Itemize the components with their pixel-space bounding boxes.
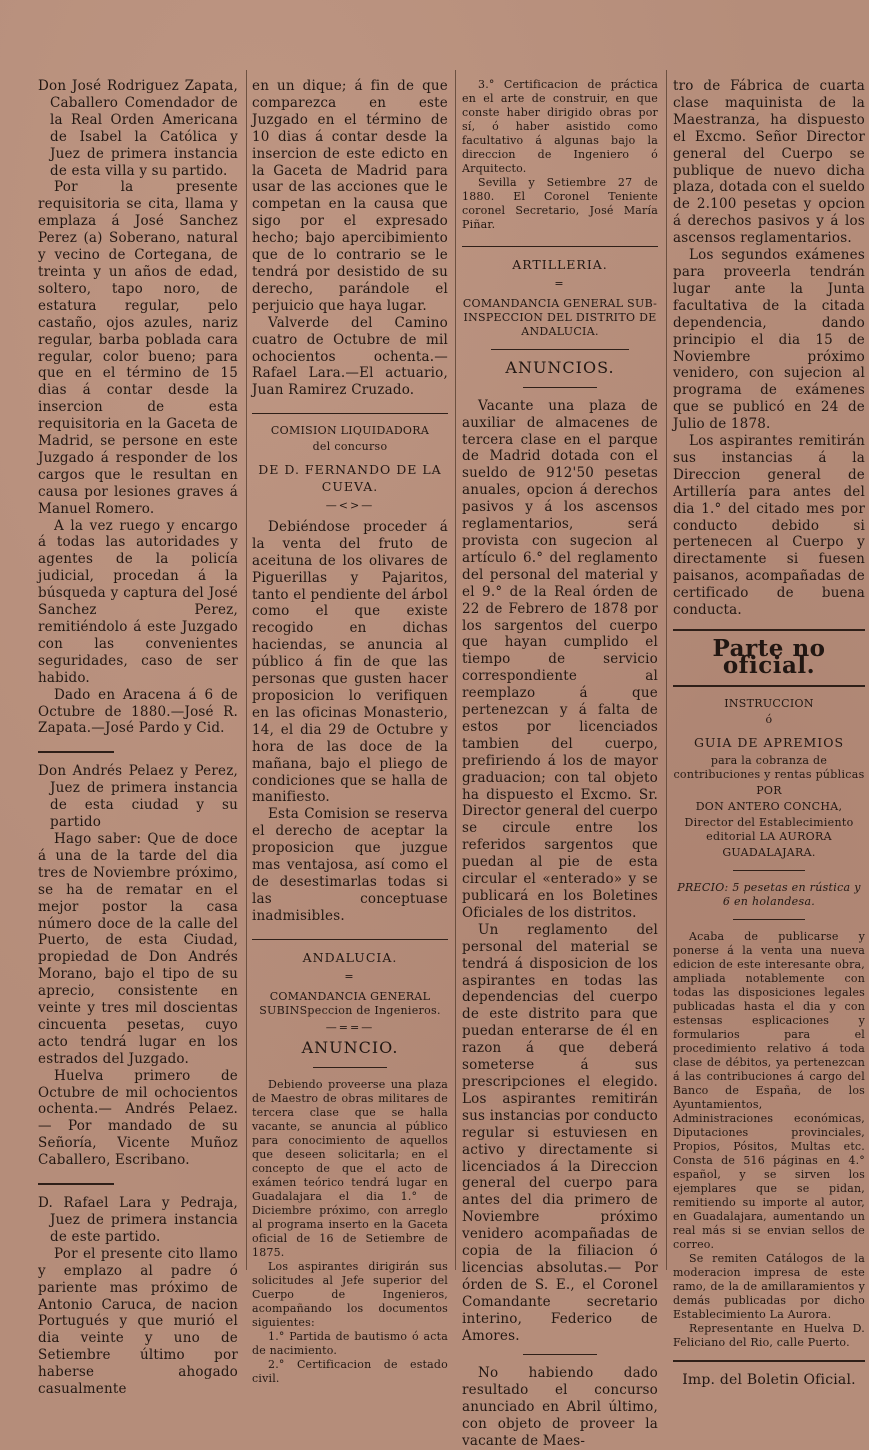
column-divider — [666, 70, 667, 1270]
paragraph: en un dique; á fin de que comparezca en este Juzgado en el término de 10 dias á contar desde la insercion de este edicto en la Gaceta de Madrid para usar de las acciones que le competan en la causa que sigo por el expresado hecho; bajo apercibimiento que de lo contrario se le tendrá por desistido de su derecho, parándole el perjuicio que haya lugar. — [252, 78, 448, 314]
section-subtitle: COMANDANCIA GENERAL SUB-INSPECCION DEL DISTRITO DE ANDALUCIA. — [462, 296, 658, 338]
divider — [523, 387, 597, 388]
paragraph: Vacante una plaza de auxiliar de almacenes de tercera clase en el parque de Madrid dotada con el sueldo de 912'50 pesetas anuales, opcion á derechos pasivos y á los ascensos reglamentarios, será provista con sugecion al artículo 6.° del reglamento del personal del material y el 9.° de la Real órden de 22 de Febrero de 1878 por los sargentos del cuerpo que hayan cumplido el tiempo de servicio correspondiente al reemplazo á que pertenezcan y á falta de estos por licenciados tambien del cuerpo, prefiriendo á los de mayor graduacion; con tal objeto ha dispuesto el Excmo. Sr. Director general del cuerpo se circule entre los referidos sargentos que puedan al pie de esta circular el «enterado» y se publicará en los Boletines Oficiales de los distritos. — [462, 397, 658, 921]
signature: Valverde del Camino cuatro de Octubre de mil ochocientos ochenta.—Rafael Lara.—El actuario, Juan Ramirez Cruzado. — [252, 314, 448, 399]
imprint: Imp. del Boletin Oficial. — [682, 1371, 856, 1388]
paragraph: Representante en Huelva D. Feliciano del Rio, calle Puerto. — [673, 1321, 865, 1349]
divider — [252, 939, 448, 940]
column-3 — [462, 78, 658, 1450]
section-title: ANDALUCIA. — [302, 949, 398, 965]
divider — [252, 413, 448, 414]
paragraph: Hago saber: Que de doce á una de la tarde del dia tres de Noviembre próximo, se ha de rematar en el mejor postor la casa número doce de la calle del Puerto, de esta Ciudad, propiedad de Don Andrés Morano, bajo el tipo de su aprecio, consistente en veinte y tres mil doscientas cincuenta pesetas, cuyo acto tendrá lugar en los estrados del Juzgado. — [38, 830, 238, 1067]
divider — [38, 751, 114, 753]
divider — [38, 1183, 114, 1185]
paragraph: Un reglamento del personal del material se tendrá á disposicion de los aspirantes en todas las dependencias del cuerpo de este distrito para que puedan enterarse de él en razon á que deberá someterse á sus prescripciones el elegido. Los aspirantes remitirán sus instancias por conducto regular si estuviesen en activo y directamente si licenciados á la Direccion general del cuerpo para antes del dia primero de Noviembre próximo venidero acompañadas de copia de la filiacion ó licencias absolutas.— Por órden de S. E., el Coronel Comandante secretario interino, Federico de Amores. — [462, 921, 658, 1344]
guia-apremios-ad — [673, 697, 865, 1350]
ad-author: DON ANTERO CONCHA, — [695, 799, 843, 813]
parte-no-oficial-heading: Parte no oficial. — [712, 635, 826, 679]
list-item: 1.° Partida de bautismo ó acta de nacimiento. — [252, 1330, 448, 1358]
paragraph: No habiendo dado resultado el concurso anunciado en Abril último, con objeto de proveer la vacante de Maes- — [462, 1365, 658, 1450]
section-subtitle: del concurso — [312, 440, 388, 454]
paragraph: Por la presente requisitoria se cita, llama y emplaza á José Sanchez Perez (a) Soberano, natural y vecino de Cortegana, de treinta y un años de edad, soltero, tapo noro, de estatura regular, pelo castaño, ojos azules, nariz regular, barba poblada cara regular, color bueno; para que en el término de 15 dias á contar desde la insercion de esta requisitoria en la Gaceta de Madrid, se persone en este Juzgado á responder de los cargos que le resultan en causa por lesiones graves á Manuel Romero. — [38, 179, 238, 517]
list-item: 3.° Certificacion de práctica en el arte de construir, en que conste haber dirigido obras por sí, ó haber asistido como facultativo á algunas bajo la direccion de Ingeniero ó Arquitecto. — [462, 78, 658, 175]
divider — [313, 1067, 387, 1068]
artilleria-section — [462, 257, 658, 1450]
divider — [462, 246, 658, 247]
paragraph: Los aspirantes dirigirán sus solicitudes al Jefe superior del Cuerpo de Ingenieros, acompañando los documentos siguientes: — [252, 1260, 448, 1330]
anuncios-heading: ANUNCIOS. — [505, 357, 615, 377]
ad-price: PRECIO: 5 pesetas en rústica y 6 en holandesa. — [677, 880, 861, 908]
section-title: COMISION LIQUIDADORA — [270, 424, 430, 438]
column-4 — [673, 78, 865, 1388]
notice-lara — [38, 1195, 238, 1398]
section-name: DE D. FERNANDO DE LA CUEVA. — [258, 462, 442, 495]
paragraph: Se remiten Catálogos de la moderacion impresa de este ramo, de la de amillaramientos y demás publicadas por dicho Establecimiento La Aurora. — [673, 1251, 865, 1321]
ad-title-line: INSTRUCCION — [724, 696, 814, 710]
paragraph: Los segundos exámenes para proveerla tendrán lugar ante la Junta facultativa de la citada dependencia, dando principio el dia 15 de Noviembre próximo venidero, con sujecion al programa de exámenes que se publicó en 24 de Julio de 1878. — [673, 247, 865, 433]
list-item: 2.° Certificacion de estado civil. — [252, 1358, 448, 1386]
ad-title-line: ó — [765, 712, 773, 726]
ornament: —<>— — [325, 499, 375, 513]
notice-zapata — [38, 78, 238, 737]
paragraph: Por el presente cito llamo y emplazo al padre ó pariente mas próximo de Antonio Caruca, de nacion Portugués y que murió el dia veinte y uno de Setiembre último por haberse ahogado casualmente — [38, 1245, 238, 1398]
notice-heading: Don Andrés Pelaez y Perez, Juez de primera instancia de esta ciudad y su partido — [38, 763, 238, 831]
column-1 — [38, 78, 238, 1398]
signature: Huelva primero de Octubre de mil ochocientos ochenta.— Andrés Pelaez. — Por mandado de su Señoría, Vicente Muñoz Caballero, Escribano. — [38, 1067, 238, 1169]
ornament: = — [344, 969, 356, 983]
notice-heading: D. Rafael Lara y Pedraja, Juez de primera instancia de este partido. — [38, 1195, 238, 1245]
ad-title: GUIA DE APREMIOS — [693, 734, 845, 750]
andalucia-section — [252, 950, 448, 1387]
ad-publisher: Director del Establecimiento editorial LA AURORA — [684, 815, 854, 843]
divider — [673, 1360, 865, 1362]
paragraph: Esta Comision se reserva el derecho de aceptar la proposicion que juzgue mas ventajosa, así como el de desestimarlas todas si las conceptuase inadmisibles. — [252, 806, 448, 924]
anuncio-heading: ANUNCIO. — [301, 1038, 399, 1058]
comision-liquidadora — [252, 424, 448, 924]
section-subtitle: COMANDANCIA GENERAL SUBINSpeccion de Ingenieros. — [259, 989, 441, 1017]
divider — [491, 349, 628, 350]
divider — [733, 919, 806, 920]
paragraph: Acaba de publicarse y ponerse á la venta una nueva edicion de este interesante obra, ampliada notablemente con todas las disposiciones legales publicadas hasta el dia y con estensas esplicaciones y formularios para el procedimiento relativo á toda clase de débitos, ya pertenezcan á las contribuciones á cargo del Banco de España, de los Ayuntamientos, Administraciones económicas, Diputaciones provinciales, Propios, Pósitos, Multas etc. Consta de 516 páginas en 4.° español, y se sirven los ejemplares que se pidan, remitiendo su importe al autor, en Guadalajara, aumentando un real más si se envian sellos de correo. — [673, 929, 865, 1251]
divider — [523, 1354, 597, 1355]
ad-subtitle: para la cobranza de contribuciones y rentas públicas — [673, 753, 865, 781]
signature: Sevilla y Setiembre 27 de 1880. El Coronel Teniente coronel Secretario, José María Piñar. — [462, 176, 658, 231]
paragraph: tro de Fábrica de cuarta clase maquinista de la Maestranza, ha dispuesto el Excmo. Señor Director general del Cuerpo se publique de nuevo dicha plaza, dotada con el sueldo de 2.100 pesetas y opcion á derechos pasivos y á los ascensos reglamentarios. — [673, 78, 865, 247]
column-divider — [455, 70, 456, 1270]
signature: Dado en Aracena á 6 de Octubre de 1880.—José R. Zapata.—José Pardo y Cid. — [38, 686, 238, 737]
column-2 — [252, 78, 448, 1386]
paragraph: Los aspirantes remitirán sus instancias á la Direccion general de Artillería para antes del dia 1.° del citado mes por conducto debido si pertenecen al Cuerpo y directamente si fuesen paisanos, acompañadas de certificado de buena conducta. — [673, 433, 865, 619]
notice-pelaez — [38, 763, 238, 1169]
divider — [673, 685, 865, 687]
ad-city: GUADALAJARA. — [722, 845, 816, 859]
section-title: ARTILLERIA. — [512, 257, 608, 272]
paragraph: Debiendo proveerse una plaza de Maestro de obras militares de tercera clase que se halla vacante, se anuncia al público para conocimiento de aquellos que deseen solicitarla; en el concepto de que el acto de exámen teórico tendrá lugar en Guadalajara el dia 1.° de Diciembre próximo, con arreglo al programa inserto en la Gaceta oficial de 16 de Setiembre de 1875. — [252, 1078, 448, 1260]
ad-by: POR — [756, 783, 782, 797]
ornament: = — [554, 276, 566, 290]
divider — [673, 629, 865, 631]
ornament: —==— — [325, 1020, 375, 1034]
paragraph: Debiéndose proceder á la venta del fruto de aceituna de los olivares de Piguerillas y Pajaritos, tanto el pendiente del árbol como el que existe recogido en dichas haciendas, se anuncia al público á fin de que las personas que gusten hacer proposicion lo verifiquen en las oficinas Monasterio, 14, el dia 29 de Octubre y hora de las doce de la mañana, bajo el pliego de condiciones que se halla de manifiesto. — [252, 518, 448, 806]
notice-heading: Don José Rodriguez Zapata, Caballero Comendador de la Real Orden Americana de Isabel la Católica y Juez de primera instancia de esta villa y su partido. — [38, 78, 238, 179]
divider — [733, 870, 806, 871]
column-divider — [246, 70, 247, 1270]
paragraph: A la vez ruego y encargo á todas las autoridades y agentes de la policía judicial, procedan á la búsqueda y captura del José Sanchez Perez, remitiéndolo á este Juzgado con las convenientes seguridades, caso de ser habido. — [38, 517, 238, 686]
